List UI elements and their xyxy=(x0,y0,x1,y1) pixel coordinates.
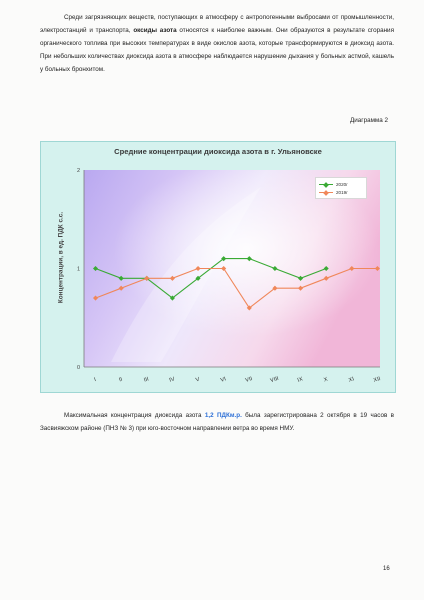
y-tick-label: 2 xyxy=(76,168,80,174)
max-text-part2: была зарегистрирована 2 октября в 19 часов в Засвияжском районе (ПНЗ № 3) при юго-восточном направлении ветра во время НМУ. xyxy=(40,412,394,432)
x-tick-label: X xyxy=(323,376,329,384)
x-tick-label: XI xyxy=(348,376,355,384)
legend-marker-2019 xyxy=(323,190,329,196)
intro-text-part2: относятся к наиболее важным. Они образуются в результате сгорания органического топлива при высоких температурах в виде окислов азота, которые трансформируются в диоксид азота. При небольших количествах диоксида азота в атмосфере наблюдается нарушение дыхания у больных астмой, кашель у больных бронхитом. xyxy=(40,27,394,73)
legend-label-2020: 2020г xyxy=(336,182,348,187)
legend-item-2019 xyxy=(319,189,365,196)
intro-bold-term: оксиды азота xyxy=(133,27,177,34)
chart-title: Средние концентрации диоксида азота в г. Ульяновске xyxy=(114,147,322,156)
diagram-label: Диаграмма 2 xyxy=(350,117,388,124)
chart-frame xyxy=(40,141,396,393)
y-tick-label: 1 xyxy=(76,266,80,273)
x-categories xyxy=(94,376,382,384)
max-text-part1: Максимальная концентрация диоксида азота xyxy=(64,412,205,419)
y-ticks xyxy=(77,168,80,371)
legend-label-2019: 2019г xyxy=(336,190,348,195)
intro-text-part1: Среди загрязняющих веществ, поступающих в атмосферу с антропогенными выбросами от промышленности, электростанций и транспорта, xyxy=(40,14,394,34)
x-tick-label: XII xyxy=(372,376,382,384)
page-number: 16 xyxy=(383,566,390,572)
y-axis-label: Концентрации, в ед. ПДК с.с. xyxy=(57,211,65,304)
x-tick-label: VIII xyxy=(269,375,280,385)
legend-item-2020 xyxy=(319,181,365,188)
x-tick-label: VI xyxy=(219,376,227,384)
max-concentration-paragraph xyxy=(40,409,394,435)
legend xyxy=(315,177,367,199)
x-tick-label: IV xyxy=(168,376,176,384)
intro-paragraph xyxy=(40,11,394,76)
x-tick-label: V xyxy=(195,376,201,384)
x-tick-label: VII xyxy=(244,376,254,384)
x-tick-label: II xyxy=(118,376,124,384)
legend-marker-2020 xyxy=(323,182,329,188)
max-value-highlight: 1,2 ПДКм.р. xyxy=(204,412,242,419)
x-tick-label: IX xyxy=(296,376,304,384)
x-tick-label: III xyxy=(143,376,150,384)
x-tick-label: I xyxy=(93,376,97,384)
y-tick-label: 0 xyxy=(76,365,80,371)
